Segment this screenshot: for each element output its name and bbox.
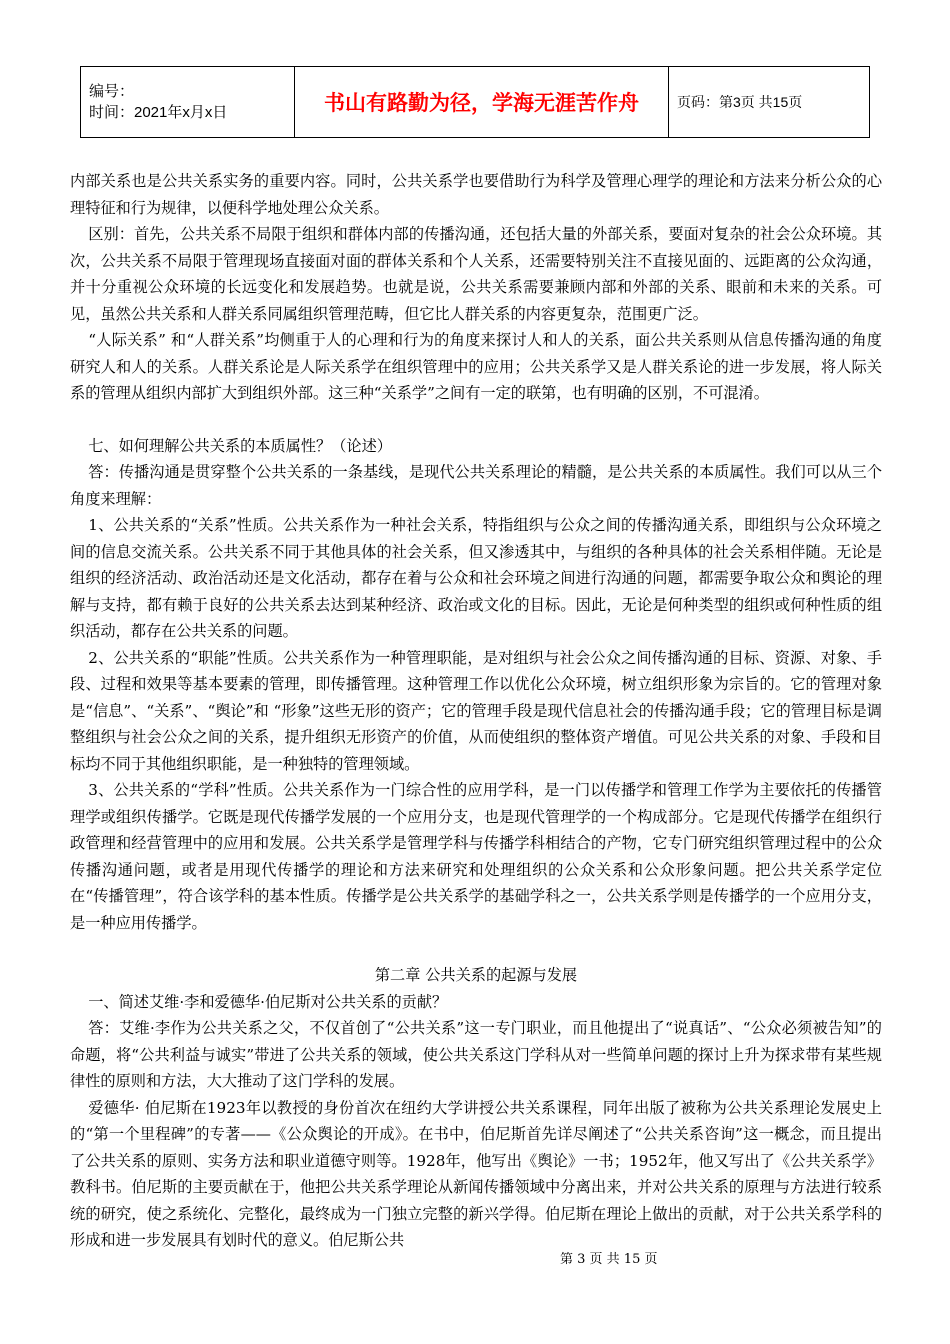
document-body [70,168,882,1254]
page-footer: 第 3 页 共 15 页 [560,1252,658,1267]
section-heading: 七、如何理解公共关系的本质属性？（论述） [88,436,392,455]
paragraph: 区别：首先，公共关系不局限于组织和群体内部的传播沟通，还包括大量的外部关系，要面对复杂的社会公众环境。其次，公共关系不局限于管理现场直接面对面的群体关系和个人关系，还需要特别关注不直接见面的、远距离的公众沟通，并十分重视公众环境的长远变化和发展趋势。也就是说，公共关系需要兼顾内部和外部的关系、眼前和未来的关系。可见，虽然公共关系和人群关系同属组织管理范畴，但它比人群关系的内容更复杂，范围更广泛。 [70,225,882,323]
paragraph: 内部关系也是公共关系实务的重要内容。同时，公共关系学也要借助行为科学及管理心理学的理论和方法来分析公众的心理特征和行为规律，以便科学地处理公众关系。 [70,172,882,217]
paragraph: 1、公共关系的“关系”性质。公共关系作为一种社会关系，特指组织与公众之间的传播沟通关系，即组织与公众环境之间的信息交流关系。公共关系不同于其他具体的社会关系，但又渗透其中，与组织的各种具体的社会关系相伴随。无论是组织的经济活动、政治活动还是文化活动，都存在着与公众和社会环境之间进行沟通的问题，都需要争取公众和舆论的理解与支持，都有赖于良好的公共关系去达到某种经济、政治或文化的目标。因此，无论是何种类型的组织或何种性质的组织活动，都存在公共关系的问题。 [70,516,882,640]
paragraph: “人际关系” 和“人群关系”均侧重于人的心理和行为的角度来探讨人和人的关系，面公共关系则从信息传播沟通的角度研究人和人的关系。人群关系论是人际关系学在组织管理中的应用；公共关系学又是人群关系论的进一步发展，将人际关系的管理从组织内部扩大到组织外部。这三种“关系学”之间有一定的联第，也有明确的区别，不可混淆。 [70,331,882,402]
header-motto: 书山有路勤为径，学海无涯苦作舟 [295,67,669,138]
paragraph: 答：艾维·李作为公共关系之父，不仅首创了“公共关系”这一专门职业，而且他提出了“说真话”、“公众必须被告知”的命题，将“公共利益与诚实”带进了公共关系的领域，使公共关系这门学科从对一些简单问题的探讨上升为探求带有某些规律性的原则和方法，大大推动了这门学科的发展。 [70,1019,882,1090]
header-meta-cell [81,67,295,138]
paragraph: 3、公共关系的“学科”性质。公共关系作为一门综合性的应用学科，是一门以传播学和管理工作学为主要依托的传播管理学或组织传播学。它既是现代传播学发展的一个应用分支，也是现代管理学的一个构成部分。它是现代传播学在组织行政管理和经营管理中的应用和发展。公共关系学是管理学科与传播学科相结合的产物，它专门研究组织管理过程中的公众传播沟通问题，或者是用现代传播学的理论和方法来研究和处理组织的公众关系和公众形象问题。把公共关系学定位在“传播管理”，符合该学科的基本性质。传播学是公共关系学的基础学科之一，公共关系学则是传播学的一个应用分支，是一种应用传播学。 [70,781,882,932]
date-label: 时间：2021年x月x日 [89,104,228,121]
page-header [80,66,870,138]
paragraph: 2、公共关系的“职能”性质。公共关系作为一种管理职能，是对组织与社会公众之间传播沟通的目标、资源、对象、手段、过程和效果等基本要素的管理，即传播管理。这种管理工作以优化公众环境，树立组织形象为宗旨的。它的管理对象是“信息”、“关系”、“舆论”和 “形象”这些无形的资产；它的管理手段是现代信息社会的传播沟通手段；它的管理目标是调整组织与社会公众之间的关系，提升组织无形资产的价值，从而使组织的整体资产增值。可见公共关系的对象、手段和目标均不同于其他组织职能，是一种独特的管理领域。 [70,648,882,773]
paragraph: 爱德华· 伯尼斯在1923年以教授的身份首次在纽约大学讲授公共关系课程，同年出版了被称为公共关系理论发展史上的“第一个里程碑”的专著——《公众舆论的开成》。在书中，伯尼斯首先详尽阐述了“公共关系咨询”这一概念，而且提出了公共关系的原则、实务方法和职业道德守则等。1928年，他写出《舆论》一书；1952年，他又写出了《公共关系学》教科书。伯尼斯的主要贡献在于，他把公共关系学理论从新闻传播领域中分离出来，并对公共关系的原理与方法进行较系统的研究，使之系统化、完整化，最终成为一门独立完整的新兴学得。伯尼斯在理论上做出的贡献，对于公共关系学科的形成和进一步发展具有划时代的意义。伯尼斯公共 [70,1098,882,1249]
number-label: 编号： [89,83,135,100]
paragraph: 答：传播沟通是贯穿整个公共关系的一条基线，是现代公共关系理论的精髓，是公共关系的本质属性。我们可以从三个角度来理解： [70,463,882,508]
header-page-info: 页码：第3页 共15页 [669,67,870,138]
section-heading: 一、简述艾维·李和爱德华·伯尼斯对公共关系的贡献？ [88,992,448,1011]
chapter-title: 第二章 公共关系的起源与发展 [374,966,578,984]
